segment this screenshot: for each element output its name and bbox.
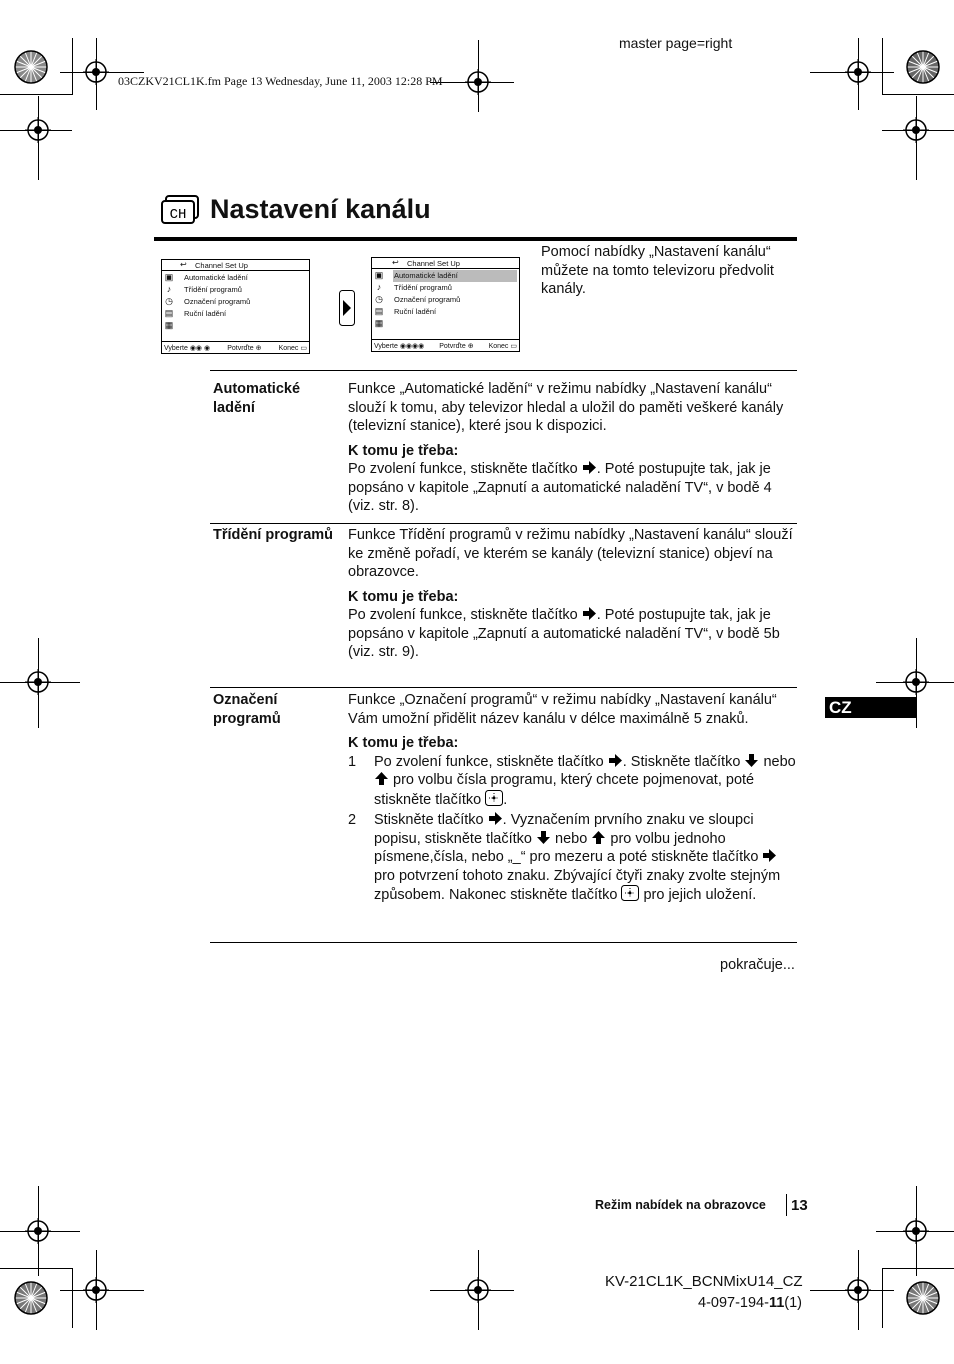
registration-mark-icon xyxy=(25,669,51,695)
menu-item: Ruční ladění xyxy=(184,309,227,318)
registration-mark-icon xyxy=(903,1218,929,1244)
picture-icon: ▣ xyxy=(164,272,174,282)
arrow-right-icon xyxy=(488,811,503,826)
arrow-right-icon xyxy=(582,606,597,621)
row-label: Třídění programů xyxy=(213,527,334,543)
menu-header: Channel Set Up xyxy=(407,259,460,268)
registration-mark-icon xyxy=(845,1277,871,1303)
sound-icon: ♪ xyxy=(376,282,382,292)
registration-mark-icon xyxy=(83,1277,109,1303)
ok-button-icon xyxy=(485,790,503,806)
language-tab: CZ xyxy=(825,697,916,718)
menu-header: Channel Set Up xyxy=(195,261,248,270)
page-title: Nastavení kanálu xyxy=(210,194,431,224)
color-rosette-icon xyxy=(906,1281,940,1315)
channel-icon: ▤ xyxy=(374,306,384,316)
registration-mark-icon xyxy=(903,117,929,143)
timer-icon: ◷ xyxy=(165,296,173,306)
menu-items xyxy=(183,272,307,320)
channel-icon: ▤ xyxy=(164,308,174,318)
list-item: 1 Po zvolení funkce, stiskněte tlačítko . Stiskněte tlačítko nebo pro volbu čísla programu, který chcete pojmenovat, poté stiskněte tlačítko . xyxy=(348,753,796,808)
file-info: 03CZKV21CL1K.fm Page 13 Wednesday, June 11, 2003 12:28 PM xyxy=(118,74,443,88)
color-rosette-icon xyxy=(906,50,940,84)
channel-menu-icon xyxy=(160,195,200,225)
channel-icon-text: CH xyxy=(169,206,187,223)
picture-icon: ▣ xyxy=(374,270,384,280)
arrow-down-icon xyxy=(536,830,551,845)
menu-footer: Vyberte ◉◉◉◉ Potvrďte ⊕ Konec ▭ xyxy=(374,343,517,350)
document-code: 4-097-194-11(1) xyxy=(698,1295,803,1311)
color-rosette-icon xyxy=(14,50,48,84)
menu-item-selected: Automatické ladění xyxy=(393,270,517,282)
menu-items xyxy=(393,270,517,318)
menu-footer: Vyberte ◉◉ ◉ Potvrďte ⊕ Konec ▭ xyxy=(164,345,307,352)
footer-separator xyxy=(786,1194,787,1216)
arrow-up-icon xyxy=(591,830,606,845)
title-rule xyxy=(154,237,797,241)
menu-item: Třídění programů xyxy=(394,283,452,292)
row-label: Označení programů xyxy=(213,692,281,727)
arrow-right-icon xyxy=(339,290,355,326)
registration-mark-icon xyxy=(83,59,109,85)
menu-item: Třídění programů xyxy=(184,285,242,294)
master-page-label: master page=right xyxy=(619,35,733,51)
row-divider xyxy=(210,942,797,943)
steps-list xyxy=(348,753,800,905)
registration-mark-icon xyxy=(25,117,51,143)
registration-mark-icon xyxy=(903,669,929,695)
continues-label: pokračuje... xyxy=(720,957,795,973)
row-divider xyxy=(210,687,797,688)
row-description: Funkce „Automatické ladění“ v režimu nabídky „Nastavení kanálu“ slouží k tomu, aby televizor hledal a uložil do paměti veškeré kanály (televizní stanice), které jsou k dispozici. K tomu je třeba: Po zvolení funkce, stiskněte tlačítko . Poté postupujte tak, jak je popsáno v kapitole „Zapnutí a automatické naladění TV“, v bodě 4 (viz. str. 8). xyxy=(348,381,784,514)
menu-screen-right xyxy=(371,257,520,352)
setup-icon: ▦ xyxy=(164,320,174,330)
registration-mark-icon xyxy=(845,59,871,85)
arrow-up-icon xyxy=(374,771,389,786)
row-description: Funkce „Označení programů“ v režimu nabídky „Nastavení kanálu“ Vám umožní přidělit název kanálu v délce maximálně 5 znaků. K tomu je třeba: 1 Po zvolení funkce, stiskněte tlačítko . Stiskněte tlačítko nebo pro volbu čísla programu, který chcete pojmenovat, poté stiskněte tlačítko . 2 Stiskněte tlačítko . Vyznačením prvního znaku ve sloupci popisu, stiskněte tlačítko nebo pro volbu jednoho písmene,čísla, nebo „_“ pro mezeru a poté stiskněte tlačítko pro potvrzení tohoto znaku. Zbývající čtyři znaky zvolte stejným způsobem. Nakonec stiskněte tlačítko pro jejich uložení. xyxy=(348,691,800,905)
menu-item: Ruční ladění xyxy=(394,307,437,316)
sound-icon: ♪ xyxy=(166,284,172,294)
menu-icon-column xyxy=(164,272,176,332)
menu-screen-left xyxy=(161,259,310,354)
intro-text: Pomocí nabídky „Nastavení kanálu“ můžete na tomto televizoru předvolit kanály. xyxy=(541,244,774,297)
arrow-right-icon xyxy=(608,753,623,768)
menu-icon-column xyxy=(374,270,386,330)
row-description: Funkce Třídění programů v režimu nabídky „Nastavení kanálu“ slouží ke změně pořadí, ve kterém se kanály (televizní stanice) objeví na obrazovce. K tomu je třeba: Po zvolení funkce, stiskněte tlačítko . Poté postupujte tak, jak je popsáno v kapitole „Zapnutí a automatické naladění TV“, v bodě 5b (viz. str. 9). xyxy=(348,527,793,660)
model-number: KV-21CL1K_BCNMixU14_CZ xyxy=(605,1273,803,1290)
title-row xyxy=(160,194,431,225)
footer-section-title: Režim nabídek na obrazovce xyxy=(595,1198,766,1212)
registration-mark-icon xyxy=(465,69,491,95)
menu-item: Označení programů xyxy=(394,295,461,304)
list-item: 2 Stiskněte tlačítko . Vyznačením prvního znaku ve sloupci popisu, stiskněte tlačítko nebo pro volbu jednoho písmene,čísla, nebo „_“ pro mezeru a poté stiskněte tlačítko pro potvrzení tohoto znaku. Zbývající čtyři znaky zvolte stejným způsobem. Nakonec stiskněte tlačítko pro jejich uložení. xyxy=(348,812,781,903)
arrow-down-icon xyxy=(744,753,759,768)
page-number: 13 xyxy=(791,1197,808,1214)
registration-mark-icon xyxy=(465,1277,491,1303)
menu-item: Označení programů xyxy=(184,297,251,306)
timer-icon: ◷ xyxy=(375,294,383,304)
arrow-right-icon xyxy=(582,460,597,475)
menu-item: Automatické ladění xyxy=(184,273,248,282)
row-divider xyxy=(210,370,797,371)
ok-button-icon xyxy=(621,885,639,901)
registration-mark-icon xyxy=(25,1218,51,1244)
menu-pointer-icon: ↩ xyxy=(392,258,399,267)
setup-icon: ▦ xyxy=(374,318,384,328)
row-divider xyxy=(210,523,797,524)
color-rosette-icon xyxy=(14,1281,48,1315)
row-label: Automatické ladění xyxy=(213,381,301,416)
menu-pointer-icon: ↩ xyxy=(180,260,187,269)
arrow-right-icon xyxy=(762,848,777,863)
